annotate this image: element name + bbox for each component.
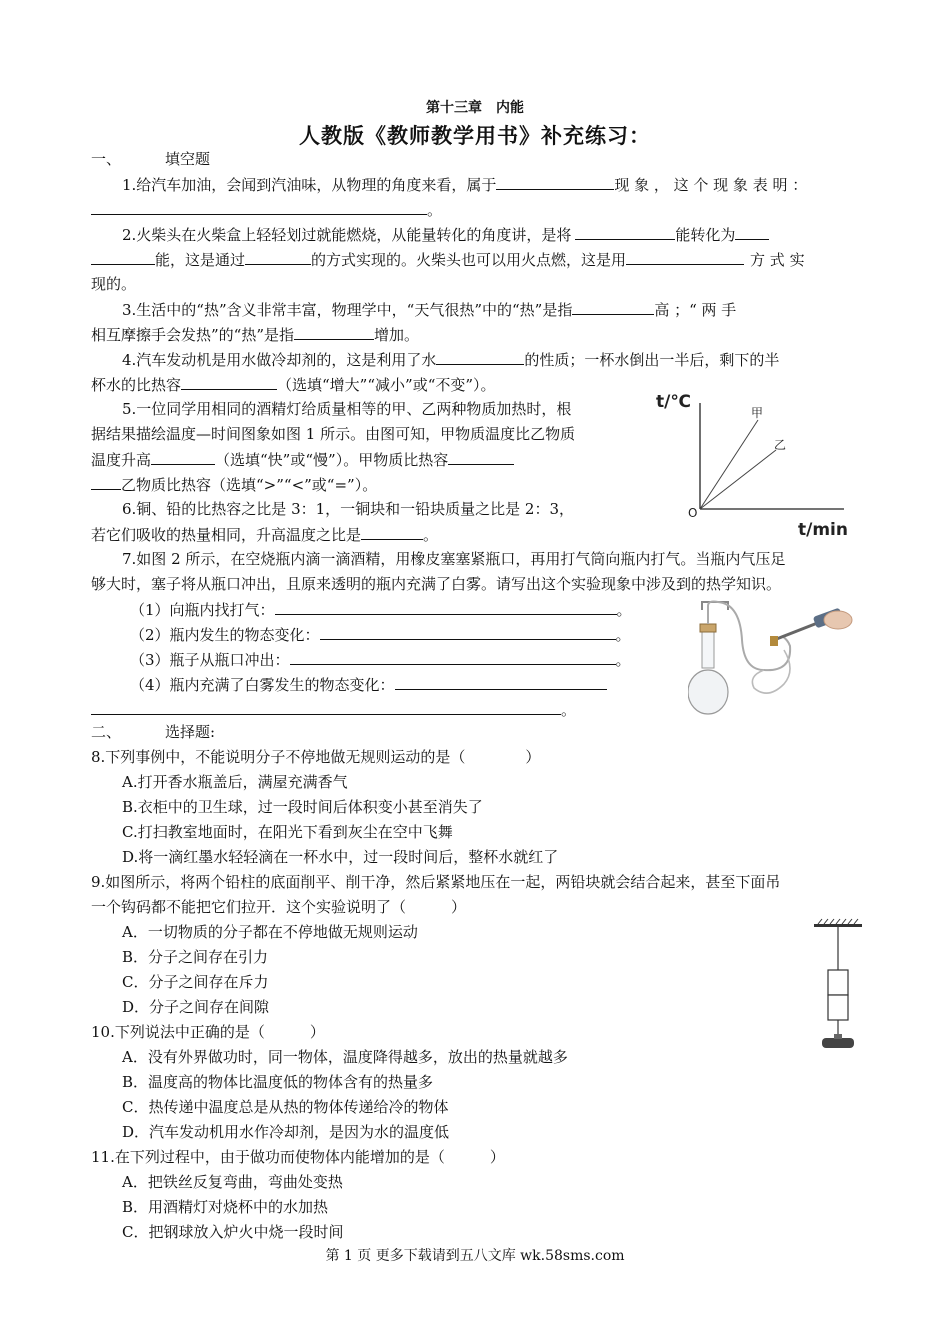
flask-neck (702, 630, 714, 668)
question-7-line1: 7.如图 2 所示，在空烧瓶内滴一滴酒精，用橡皮塞塞紧瓶口，再用打气筒向瓶内打气。当瓶内气压足 (122, 550, 786, 568)
y-axis-label: t/℃ (656, 392, 691, 412)
answer-blank[interactable] (151, 447, 215, 465)
answer-blank[interactable] (448, 447, 514, 465)
page-title: 人教版《教师教学用书》补充练习： (299, 123, 651, 148)
answer-blank[interactable] (735, 222, 769, 240)
answer-blank[interactable] (626, 247, 744, 265)
question-7-part4: （4）瓶内充满了白雾发生的物态变化： (130, 672, 607, 698)
question-2-line3: 现的。 (91, 275, 137, 293)
question-5-line2: 据结果描绘温度—时间图象如图 1 所示。由图可知，甲物质温度比乙物质 (91, 425, 576, 443)
question-10-option-a[interactable]: A．没有外界做功时，同一物体，温度降得越多，放出的热量就越多 (122, 1048, 568, 1066)
question-9-option-c[interactable]: C．分子之间存在斥力 (122, 973, 269, 991)
answer-blank[interactable] (575, 222, 675, 240)
question-2-line2: 能，这是通过 的方式实现的。火柴头也可以用火点燃，这是用 方 式 实 (91, 247, 805, 273)
question-1-line1: 1.给汽车加油，会闻到汽油味，从物理的角度来看，属于 现 象 ， 这 个 现 象 表 明 ： (122, 172, 807, 198)
answer-blank[interactable] (91, 697, 561, 715)
question-9-option-a[interactable]: A．一切物质的分子都在不停地做无规则运动 (122, 923, 418, 941)
answer-blank[interactable] (395, 672, 607, 690)
section1-label: 填空题 (165, 150, 211, 168)
question-7-part2: （2）瓶内发生的物态变化： 。 (130, 622, 631, 648)
answer-blank[interactable] (91, 197, 427, 215)
flask-icon (688, 670, 728, 714)
question-7-part4-cont: 。 (91, 697, 576, 723)
question-9-stem-line1: 9.如图所示，将两个铅柱的底面削平、削干净，然后紧紧地压在一起，两铅块就会结合起来，甚至下面吊 (91, 873, 781, 891)
question-11-option-c[interactable]: C．把钢球放入炉火中烧一段时间 (122, 1223, 344, 1241)
question-10-stem: 10.下列说法中正确的是（ ） (91, 1023, 325, 1041)
question-11-option-b[interactable]: B．用酒精灯对烧杯中的水加热 (122, 1198, 329, 1216)
question-9-stem-line2: 一个钩码都不能把它们拉开．这个实验说明了（ ） (91, 898, 467, 916)
temperature-time-graph (648, 385, 858, 540)
question-9-option-d[interactable]: D．分子之间存在间隙 (122, 998, 270, 1016)
line-yi-label: 乙 (774, 438, 787, 452)
question-10-option-b[interactable]: B．温度高的物体比温度低的物体含有的热量多 (122, 1073, 434, 1091)
answer-blank[interactable] (181, 372, 277, 390)
question-4-line2: 杯水的比热容 （选填“增大”“减小”或“不变”）。 (91, 372, 496, 398)
ceiling-bar (814, 924, 862, 927)
section1-number: 一、 (91, 150, 122, 168)
answer-blank[interactable] (294, 322, 374, 340)
question-1-line2: 。 (91, 197, 442, 223)
origin-label: O (688, 506, 698, 520)
answer-blank[interactable] (496, 172, 614, 190)
answer-blank[interactable] (91, 472, 121, 490)
flask-pump-illustration (688, 600, 856, 720)
question-5-line3: 温度升高 （选填“快”或“慢”）。甲物质比热容 (91, 447, 514, 473)
answer-blank[interactable] (320, 622, 616, 640)
pump-nozzle (770, 636, 778, 646)
question-8-stem: 8.下列事例中，不能说明分子不停地做无规则运动的是（ ） (91, 748, 541, 766)
pump-rod (774, 622, 820, 640)
question-7-part3: （3）瓶子从瓶口冲出： 。 (130, 647, 631, 673)
air-hose-loop (752, 650, 790, 693)
question-5-line1: 5.一位同学用相同的酒精灯给质量相等的甲、乙两种物质加热时，根 (122, 400, 572, 418)
lead-cylinder-bottom (828, 995, 848, 1020)
lead-cylinders-illustration (812, 918, 864, 1058)
question-4-line1: 4.汽车发动机是用水做冷却剂的，这是利用了水 的性质；一杯水倒出一半后，剩下的半 (122, 347, 779, 373)
section2-number: 二、 (91, 723, 122, 741)
question-6-line1: 6.铜、铅的比热容之比是 3：1，一铜块和一铅块质量之比是 2：3， (122, 500, 575, 518)
question-2-line1: 2.火柴头在火柴盒上轻轻划过就能燃烧，从能量转化的角度讲，是将 能转化为 (122, 222, 769, 248)
answer-blank[interactable] (275, 597, 617, 615)
question-9-option-b[interactable]: B．分子之间存在引力 (122, 948, 269, 966)
question-11-stem: 11.在下列过程中，由于做功而使物体内能增加的是（ ） (91, 1148, 505, 1166)
question-7-line2: 够大时，塞子将从瓶口冲出，且原来透明的瓶内充满了白雾。请写出这个实验现象中涉及到的热学知识。 (91, 575, 782, 593)
question-8-option-a[interactable]: A.打开香水瓶盖后，满屋充满香气 (122, 773, 348, 791)
question-8-option-b[interactable]: B.衣柜中的卫生球，过一段时间后体积变小甚至消失了 (122, 798, 483, 816)
question-10-option-c[interactable]: C．热传递中温度总是从热的物体传递给冷的物体 (122, 1098, 449, 1116)
section1-heading (91, 147, 210, 172)
question-11-option-a[interactable]: A．把铁丝反复弯曲，弯曲处变热 (122, 1173, 343, 1191)
question-5-line4: 乙物质比热容（选填“>”“<”或“=”）。 (91, 472, 377, 498)
hook-weight-icon (822, 1038, 854, 1048)
rubber-stopper-icon (700, 624, 716, 632)
line-jia (700, 420, 758, 509)
question-10-option-d[interactable]: D．汽车发动机用水作冷却剂，是因为水的温度低 (122, 1123, 450, 1141)
lead-cylinder-top (828, 970, 848, 995)
answer-blank[interactable] (436, 347, 524, 365)
answer-blank[interactable] (361, 522, 423, 540)
page-footer: 第 1 页 更多下载请到五八文库 wk.58sms.com (325, 1248, 625, 1264)
chapter-heading: 第十三章 内能 (426, 100, 524, 116)
air-hose (708, 602, 790, 671)
question-8-option-c[interactable]: C.打扫教室地面时，在阳光下看到灰尘在空中飞舞 (122, 823, 453, 841)
section2-label: 选择题: (165, 723, 216, 741)
question-3-line2: 相互摩擦手会发热”的“热”是指 增加。 (91, 322, 419, 348)
question-3-line1: 3.生活中的“热”含义非常丰富，物理学中，“天气很热”中的“热”是指 高 ；“ 两 手 (122, 297, 736, 323)
answer-blank[interactable] (245, 247, 311, 265)
question-7-part1: （1）向瓶内找打气： 。 (130, 597, 632, 623)
section2-heading (91, 720, 215, 745)
line-yi (700, 450, 776, 509)
answer-blank[interactable] (572, 297, 654, 315)
hand-icon (824, 611, 852, 629)
answer-blank[interactable] (290, 647, 616, 665)
ceiling-hatch (818, 919, 858, 924)
question-8-option-d[interactable]: D.将一滴红墨水轻轻滴在一杯水中，过一段时间后，整杯水就红了 (122, 848, 559, 866)
answer-blank[interactable] (91, 247, 155, 265)
x-axis-label: t/min (798, 520, 848, 540)
question-6-line2: 若它们吸收的热量相同，升高温度之比是 。 (91, 522, 438, 548)
line-jia-label: 甲 (751, 406, 764, 420)
